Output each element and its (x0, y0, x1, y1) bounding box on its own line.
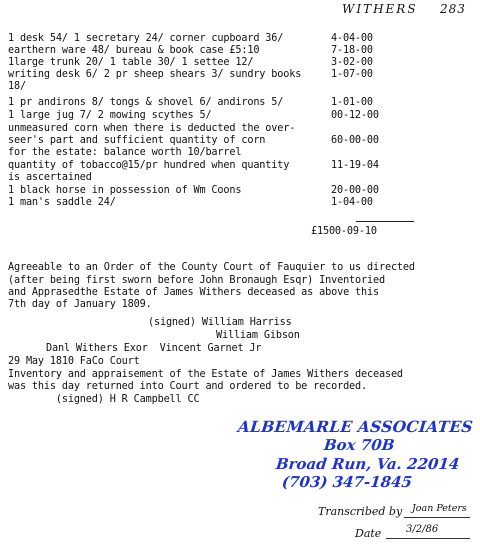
item-line: unmeasured corn when there is deducted the over- (8, 123, 296, 134)
paragraph-line: Agreeable to an Order of the County Court of Fauquier to us directed (8, 262, 415, 273)
item-amount: 4-04-00 (331, 33, 373, 44)
item-line: 1 desk 54/ 1 secretary 24/ corner cupboard 36/ (8, 33, 284, 44)
court-line: Inventory and appraisement of the Estate of James Withers deceased (8, 369, 403, 380)
item-amount: 20-00-00 (331, 185, 379, 196)
transcribed-by-label: Transcribed by (318, 505, 403, 518)
item-amount: 00-12-00 (331, 110, 379, 121)
item-line: 1 large jug 7/ 2 mowing scythes 5/ (8, 110, 212, 121)
stamp-line-name: ALBEMARLE ASSOCIATES (237, 417, 474, 436)
item-line: earthern ware 48/ bureau & book case £5:10 (8, 45, 260, 56)
court-line: (signed) H R Campbell CC (8, 394, 200, 405)
item-amount: 1-01-00 (331, 97, 373, 108)
transcriber-name: Joan Peters (412, 503, 467, 514)
item-line: writing desk 6/ 2 pr sheep shears 3/ sundry books (8, 69, 302, 80)
item-line: quantity of tobacco@15/pr hundred when quantity (8, 160, 290, 171)
transcriber-rule (404, 517, 470, 518)
item-line: 1 black horse in possession of Wm Coons (8, 185, 242, 196)
stamp-line-box: Box 70B (323, 436, 396, 454)
item-line: seer's part and sufficient quantity of corn (8, 135, 266, 146)
court-line: was this day returned into Court and ordered to be recorded. (8, 381, 368, 392)
item-line: 1large trunk 20/ 1 table 30/ 1 settee 12/ (8, 57, 254, 68)
item-amount: 1-04-00 (331, 197, 373, 208)
item-line: 18/ (8, 81, 26, 92)
header-surname: WITHERS (342, 2, 418, 16)
item-line: for the estate: balance worth 10/barrel (8, 147, 242, 158)
item-line: 1 man's saddle 24/ (8, 197, 116, 208)
signature-executors: Danl Withers Exor Vincent Garnet Jr (46, 343, 262, 354)
stamp-line-phone: (703) 347-1845 (281, 473, 413, 491)
item-amount: 3-02-00 (331, 57, 373, 68)
signature-william-gibson: William Gibson (216, 330, 300, 341)
item-amount: 7-18-00 (331, 45, 373, 56)
paragraph-line: and Apprasedthe Estate of James Withers deceased as above this (8, 287, 379, 298)
stamp-line-address: Broad Run, Va. 22014 (275, 455, 461, 473)
item-amount: 60-00-00 (331, 135, 379, 146)
court-line: 29 May 1810 FaCo Court (8, 356, 140, 367)
signature-william-harriss: (signed) William Harriss (148, 317, 292, 328)
inventory-total: £1500-09-10 (311, 226, 377, 237)
date-label: Date (355, 527, 382, 540)
header-page-number: 283 (440, 2, 466, 16)
transcription-date: 3/2/86 (406, 524, 439, 535)
total-rule (356, 221, 414, 222)
item-line: is ascertained (8, 172, 92, 183)
date-rule (386, 538, 470, 539)
paragraph-line: (after being first sworn before John Bronaugh Esqr) Inventoried (8, 275, 385, 286)
item-line: 1 pr andirons 8/ tongs & shovel 6/ andirons 5/ (8, 97, 284, 108)
item-amount: 1-07-00 (331, 69, 373, 80)
paragraph-line: 7th day of January 1809. (8, 299, 152, 310)
item-amount: 11-19-04 (331, 160, 379, 171)
